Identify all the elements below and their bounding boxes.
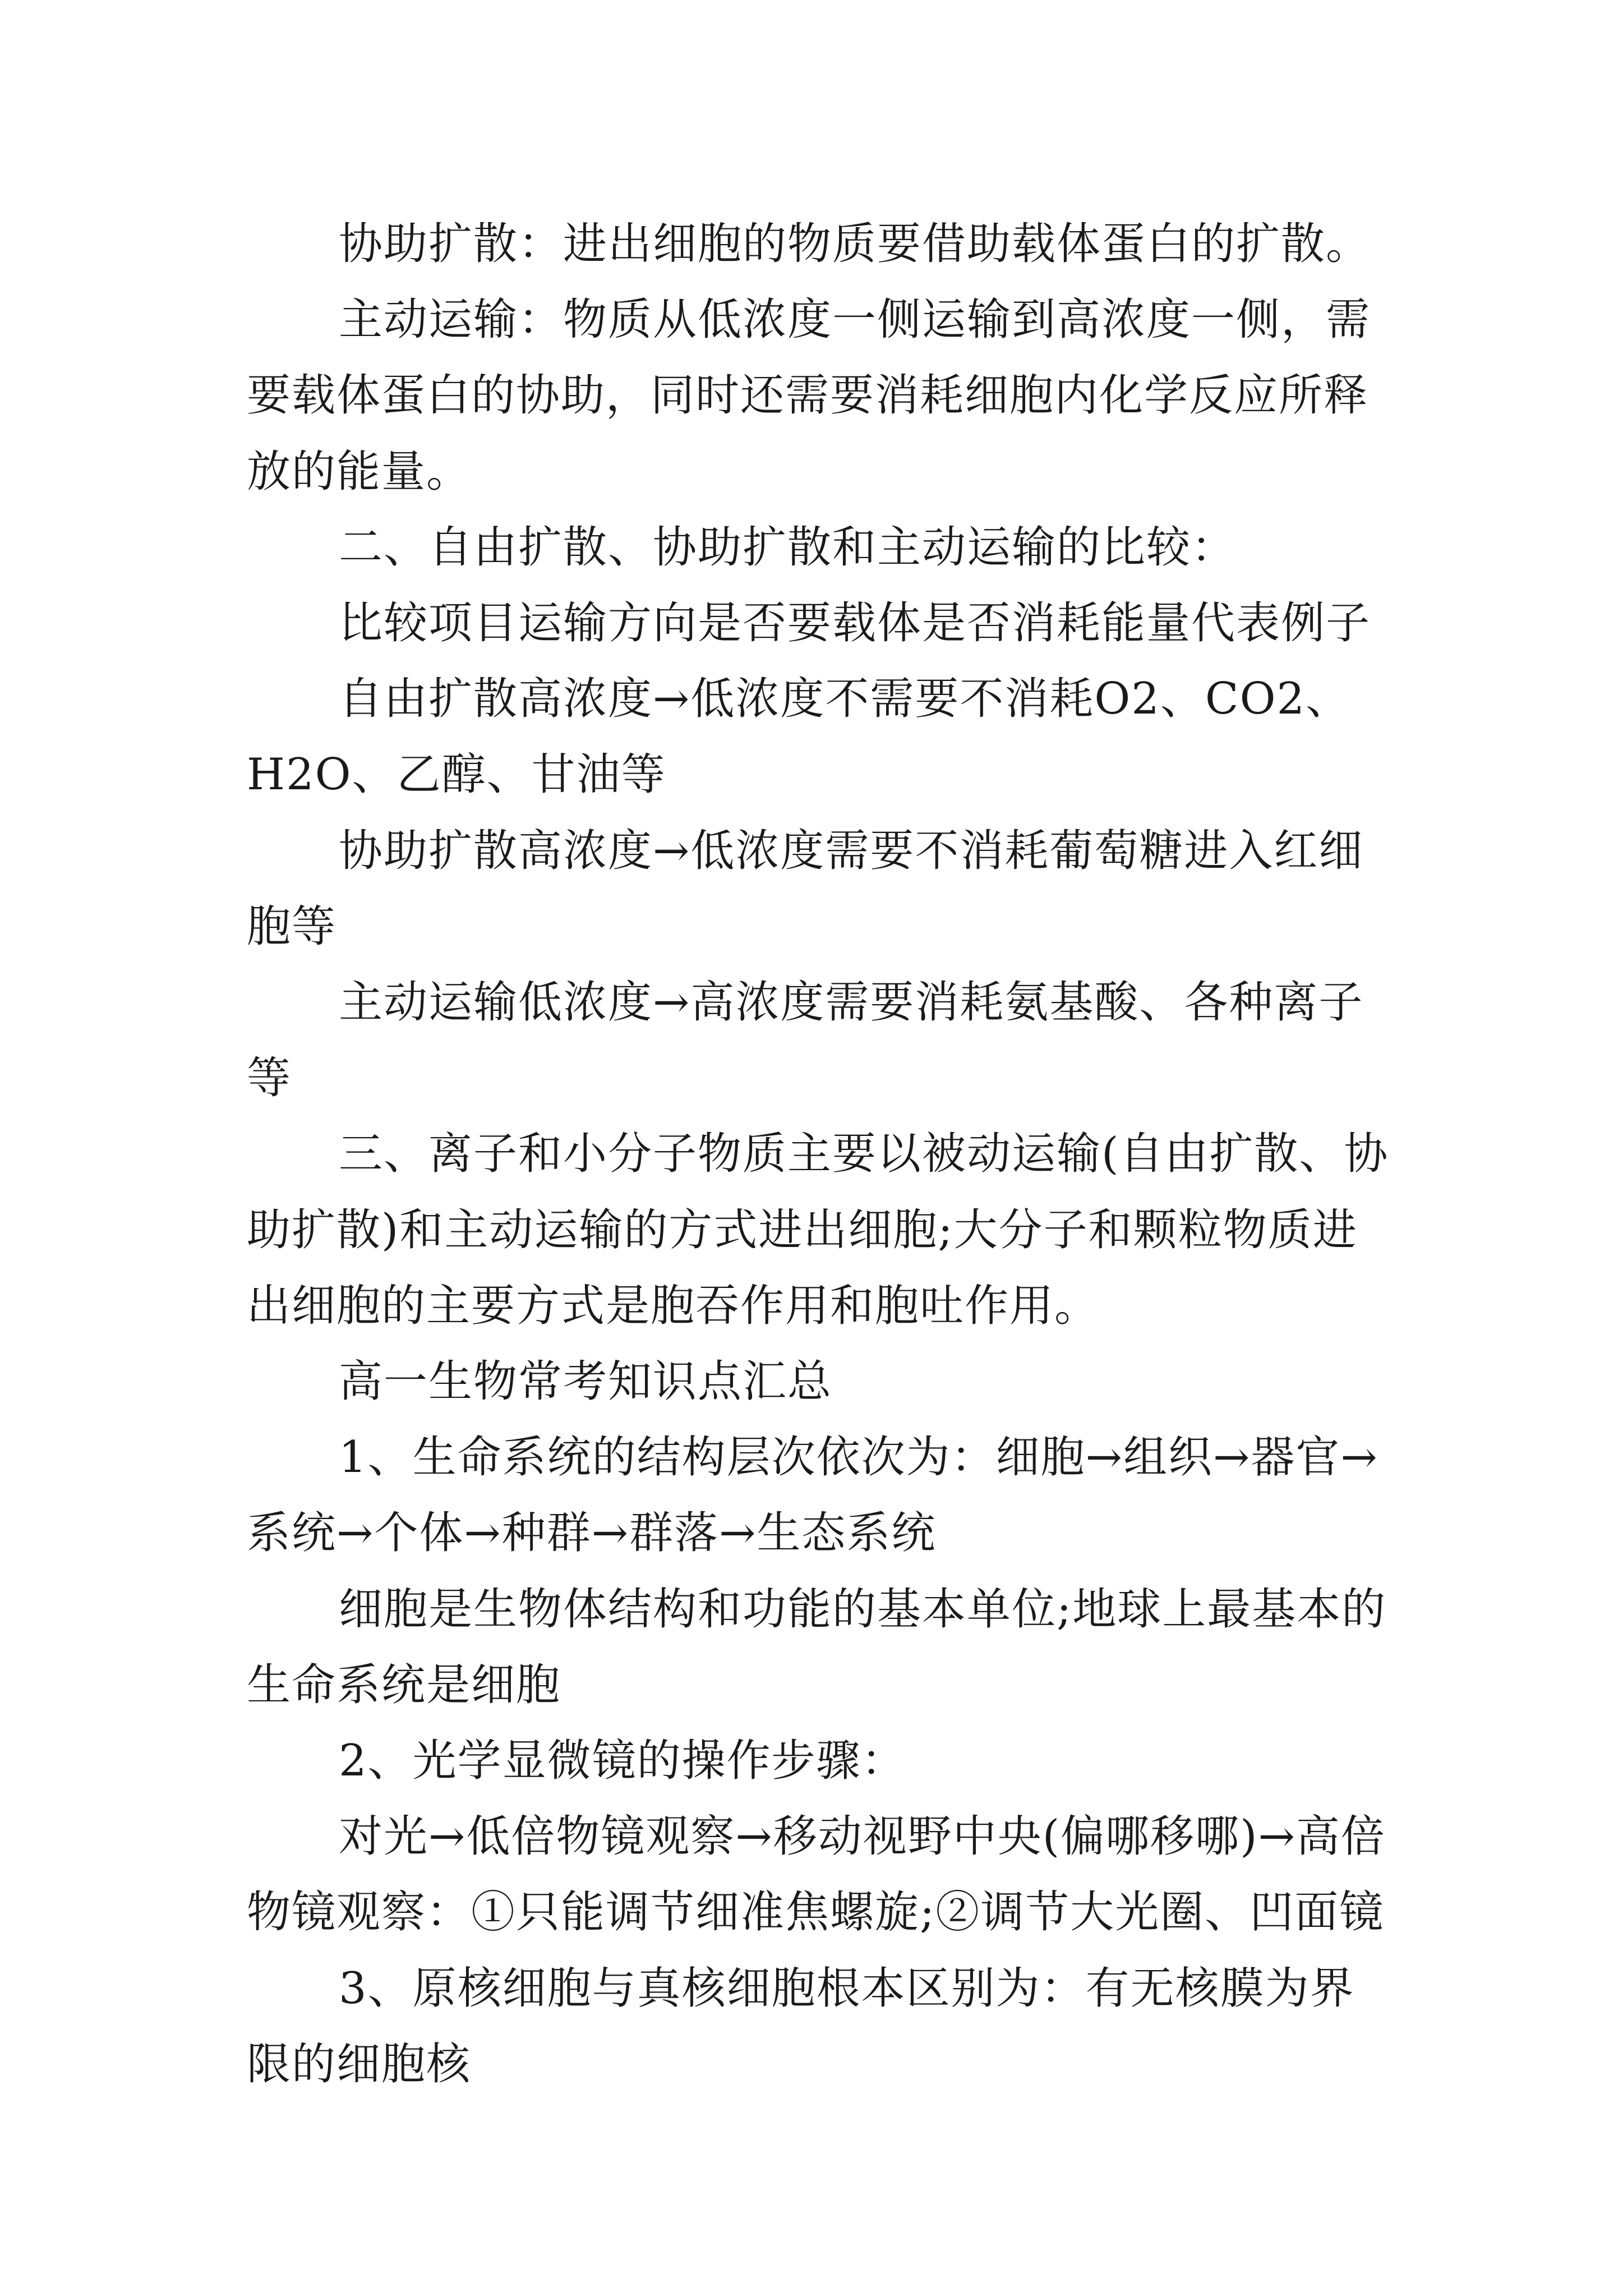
paragraph-facilitated-diffusion: 协助扩散：进出细胞的物质要借助载体蛋白的扩散。 [339, 219, 1371, 269]
paragraph-section-title: 高一生物常考知识点汇总 [339, 1356, 833, 1407]
paragraph-life-system-levels: 1、生命系统的结构层次依次为：细胞→组织→器官→系统→个体→种群→群落→生态系统 [247, 1432, 1378, 1559]
paragraph-free-diffusion-row: 自由扩散高浓度→低浓度不需要不消耗O2、CO2、H2O、乙醇、甘油等 [247, 674, 1351, 800]
paragraph-prokaryote-eukaryote: 3、原核细胞与真核细胞根本区别为：有无核膜为界限的细胞核 [247, 1963, 1355, 2090]
paragraph-microscope-heading: 2、光学显微镜的操作步骤： [339, 1736, 906, 1787]
paragraph-transport-modes: 三、离子和小分子物质主要以被动运输(自由扩散、协助扩散)和主动运输的方式进出细胞;大分子和颗粒物质进出细胞的主要方式是胞吞作用和胞吐作用。 [247, 1129, 1389, 1331]
paragraph-cell-basic-unit: 细胞是生物体结构和功能的基本单位;地球上最基本的生命系统是细胞 [247, 1584, 1387, 1710]
body-text [247, 206, 1396, 2102]
paragraph-active-transport: 主动运输：物质从低浓度一侧运输到高浓度一侧，需要载体蛋白的协助，同时还需要消耗细胞内化学反应所释放的能量。 [247, 295, 1371, 497]
paragraph-facilitated-diffusion-row: 协助扩散高浓度→低浓度需要不消耗葡萄糖进入红细胞等 [247, 825, 1364, 952]
paragraph-comparison-header: 比较项目运输方向是否要载体是否消耗能量代表例子 [339, 598, 1371, 649]
paragraph-active-transport-row: 主动运输低浓度→高浓度需要消耗氨基酸、各种离子等 [247, 977, 1364, 1104]
paragraph-microscope-steps: 对光→低倍物镜观察→移动视野中央(偏哪移哪)→高倍物镜观察：①只能调节细准焦螺旋;②调节大光圈、凹面镜 [247, 1811, 1386, 1938]
paragraph-comparison-heading: 二、自由扩散、协助扩散和主动运输的比较： [339, 522, 1237, 573]
